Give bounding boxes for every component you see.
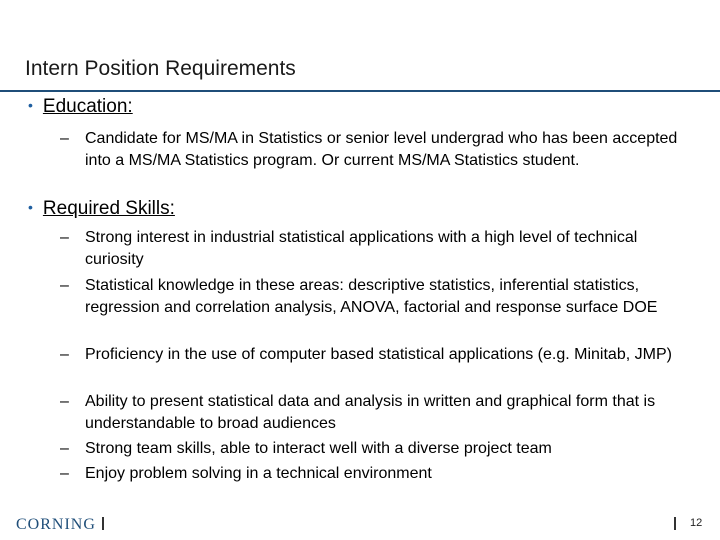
- list-item-text: Ability to present statistical data and analysis in written and graphical form that is understandable to broad audiences: [85, 393, 656, 432]
- dash-icon: –: [60, 229, 69, 246]
- page-number: 12: [690, 517, 703, 529]
- list-item-text: Candidate for MS/MA in Statistics or senior level undergrad who has been accepted into a MS/MA Statistics program. Or current MS/MA Statistics student.: [85, 130, 678, 169]
- list-item: [60, 344, 680, 366]
- bullet-icon: •: [28, 199, 33, 215]
- slide-title: Intern Position Requirements: [25, 57, 296, 80]
- dash-icon: –: [60, 440, 69, 457]
- list-item-text: Statistical knowledge in these areas: descriptive statistics, inferential statistics, regression and correlation analysis, ANOVA, factorial and response surface DOE: [85, 277, 658, 316]
- list-item: [60, 128, 680, 172]
- list-item-text: Strong interest in industrial statistical applications with a high level of technical curiosity: [85, 229, 638, 268]
- list-item: [60, 438, 680, 460]
- dash-icon: –: [60, 393, 69, 410]
- dash-icon: –: [60, 346, 69, 363]
- footer-separator: [102, 517, 104, 530]
- list-item: [60, 391, 680, 435]
- bullet-list: [0, 96, 720, 496]
- dash-icon: –: [60, 130, 69, 147]
- list-item-text: Proficiency in the use of computer based statistical applications (e.g. Minitab, JMP): [85, 346, 672, 363]
- title-divider: [0, 90, 720, 92]
- dash-icon: –: [60, 277, 69, 294]
- corning-logo: CORNING: [16, 516, 96, 533]
- footer-separator: [674, 517, 676, 530]
- list-item: [60, 275, 680, 319]
- list-item: [60, 463, 680, 485]
- section-heading-required-skills: [28, 198, 175, 220]
- list-item-text: Strong team skills, able to interact well with a diverse project team: [85, 440, 552, 457]
- list-item: [60, 227, 680, 271]
- list-item-text: Enjoy problem solving in a technical environment: [85, 465, 432, 482]
- bullet-icon: •: [28, 97, 33, 113]
- dash-icon: –: [60, 465, 69, 482]
- section-heading-education: [28, 96, 133, 118]
- section-heading-label: Education:: [42, 96, 133, 117]
- section-heading-label: Required Skills:: [42, 198, 175, 219]
